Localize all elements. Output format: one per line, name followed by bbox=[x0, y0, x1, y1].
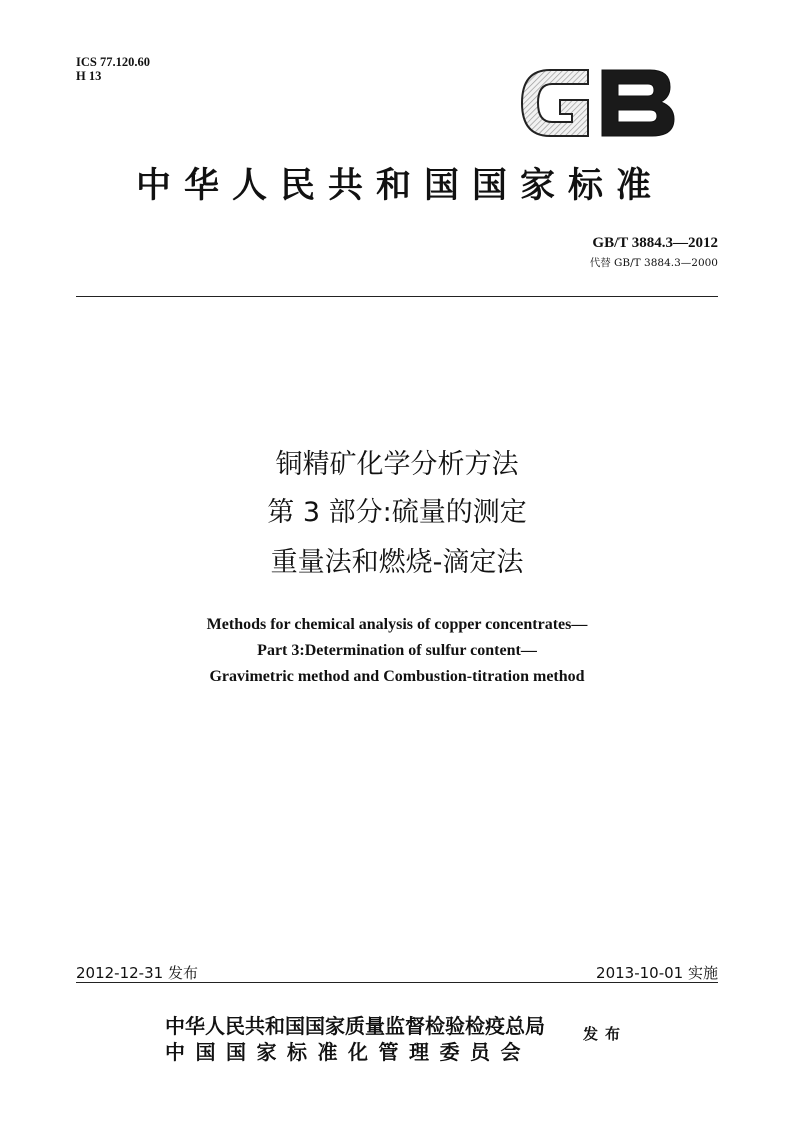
chinese-title-line-2: 第 3 部分:硫量的测定 bbox=[267, 497, 527, 528]
gb-logo-g bbox=[522, 70, 588, 136]
publish-label: 发布 bbox=[583, 1025, 628, 1043]
english-title-line-3: Gravimetric method and Combustion-titration method bbox=[209, 668, 585, 685]
chinese-title-line-3: 重量法和燃烧-滴定法 bbox=[270, 547, 524, 578]
footer-divider bbox=[76, 982, 718, 983]
english-title-line-1: Methods for chemical analysis of copper concentrates— bbox=[206, 616, 588, 633]
standard-number: GB/T 3884.3—2012 bbox=[592, 235, 718, 251]
chinese-title-line-1: 铜精矿化学分析方法 bbox=[275, 449, 519, 480]
issue-date: 2012-12-31 发布 bbox=[76, 964, 198, 982]
gb-logo bbox=[516, 60, 680, 146]
ccs-code: H 13 bbox=[76, 69, 102, 83]
issuing-authority-2: 中国国家标准化管理委员会 bbox=[165, 1040, 531, 1064]
replaced-standard: 代替 GB/T 3884.3—2000 bbox=[589, 257, 718, 269]
english-title-line-2: Part 3:Determination of sulfur content— bbox=[257, 642, 537, 659]
header-divider bbox=[76, 296, 718, 297]
gb-logo-b bbox=[602, 70, 674, 136]
ics-code: ICS 77.120.60 bbox=[76, 55, 150, 69]
issuing-authority-1: 中华人民共和国国家质量监督检验检疫总局 bbox=[165, 1014, 545, 1038]
national-standard-title: 中华人民共和国国家标准 bbox=[135, 166, 664, 206]
implementation-date: 2013-10-01 实施 bbox=[596, 964, 718, 982]
